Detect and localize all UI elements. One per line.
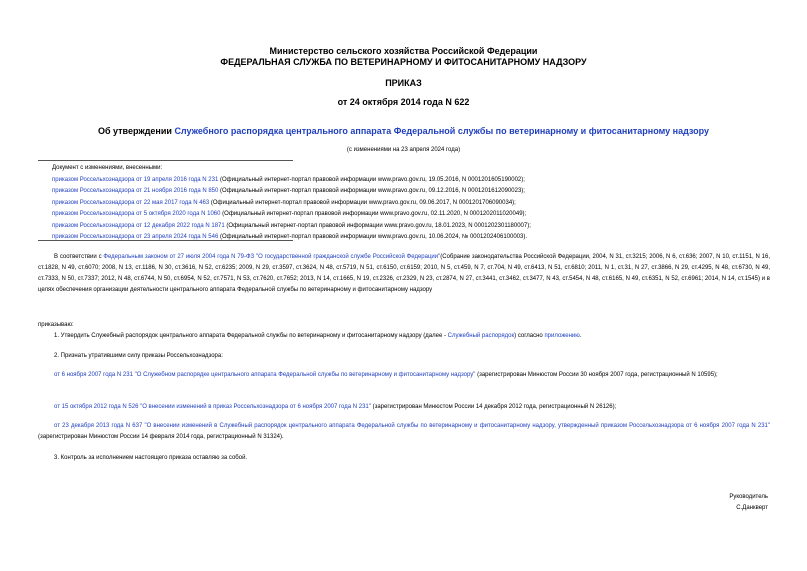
amendment-source: (Официальный интернет-портал правовой информации www.pravo.gov.ru, 02.11.2020, N 0001202011020049); xyxy=(220,211,527,217)
amendments-bottom-rule xyxy=(38,240,293,241)
preamble-text: В соответствии с xyxy=(54,254,104,260)
amendment-source: (Официальный интернет-портал правовой информации www.pravo.gov.ru, 19.05.2016, N 0001201605190002); xyxy=(218,176,525,183)
edition-note: (с изменениями на 23 апреля 2024 года) xyxy=(346,147,461,153)
ministry-name: Министерство сельского хозяйства Российской Федерации xyxy=(269,46,538,56)
order-word: приказываю: xyxy=(38,322,74,328)
repealed-order-link[interactable]: от 6 ноября 2007 года N 231 "О Служебном распорядке центрального аппарата Федеральной службы по ветеринарному и фитосанитарному надзору" xyxy=(54,372,476,378)
preamble-paragraph xyxy=(38,252,770,296)
preamble-text: (Собрание законодательства Российской Федерации, 2004, N 31, ст.3215; 2006, N 6, ст.636; 2007, N 10, ст.1151, N 16, ст.1828, N 49, ст.6070; 2008, N 13, ст.1186, N 30, ст.3616, N 52, ст.6235; 2009, N 29, ст.3597, ст.3624, N 48, ст.5719, N 51, ст.6150, ст.6159; 2010, N 5, ст.459, N 7, ст.704, N 49, ст.6413, N 51, ст.6810; 2011, N 1, ст.31, N 27, ст.3866, N 29, ст.4295, N 48, ст.6730, N 49, ст.7333, N 50, ст.7337; 2012, N 48, ст.6744, N 50, ст.6954, N 52, ст.7571, N 53, ст.7620, ст.7652; 2013, N 14, ст.1665, N 19, ст.2326, ст.2329, N 23, ст.2874, N 27, ст.3441, ст.3462, ст.3477, N 43, ст.5454, N 48, ст.6165, N 49, ст.6351, N 52, ст.6961; 2014, N 14, ст.1545) и в целях обеспечения организации деятельности центрального аппарата Федеральной службы по ветеринарному и фитосанитарному надзору xyxy=(38,254,771,293)
signer-name: С.Данкверт xyxy=(736,505,768,511)
amendment-item xyxy=(52,221,772,233)
repealed-order xyxy=(38,421,770,443)
repealed-order-text: (зарегистрирован Минюстом России 30 ноября 2007 года, регистрационный N 10595); xyxy=(475,372,718,378)
repealed-order xyxy=(38,370,770,381)
order-label: ПРИКАЗ xyxy=(385,78,422,88)
item-1-text: . xyxy=(579,333,582,339)
amendments-intro: Документ с изменениями, внесенными: xyxy=(52,165,163,171)
amendment-link[interactable]: приказом Россельхознадзора от 21 ноября 2016 года N 850 xyxy=(52,188,219,194)
item-1-text: ) согласно xyxy=(514,333,545,339)
amendment-link[interactable]: приказом Россельхознадзора от 12 декабря 2022 года N 1871 xyxy=(52,222,225,229)
federal-law-link[interactable]: Федеральным законом от 27 июля 2004 года N 79-ФЗ "О государственной гражданской службе Российской Федерации" xyxy=(103,254,441,260)
item-3: 3. Контроль за исполнением настоящего приказа оставляю за собой. xyxy=(54,455,248,461)
item-1-text: 1. Утвердить Служебный распорядок центрального аппарата Федеральной службы по ветеринарному и фитосанитарному надзору (далее - xyxy=(54,333,448,339)
service-name: ФЕДЕРАЛЬНАЯ СЛУЖБА ПО ВЕТЕРИНАРНОМУ И ФИТОСАНИТАРНОМУ НАДЗОРУ xyxy=(220,57,587,67)
amendments-list xyxy=(52,163,772,244)
amendment-link[interactable]: приказом Россельхознадзора от 23 апреля 2024 года N 546 xyxy=(52,234,219,240)
repealed-order-text: (зарегистрирован Минюстом России 14 февраля 2014 года, регистрационный N 31324). xyxy=(38,434,284,440)
amendment-item xyxy=(52,186,772,198)
amendment-source: (Официальный интернет-портал правовой информации www.pravo.gov.ru, 18.01.2023, N 0001202301180007); xyxy=(224,222,531,229)
signer-position: Руководитель xyxy=(729,494,768,500)
order-date-number: от 24 октября 2014 года N 622 xyxy=(337,97,470,107)
item-1 xyxy=(38,331,770,342)
amendment-source: (Официальный интернет-портал правовой информации www.pravo.gov.ru, 09.06.2017, N 0001201706090034); xyxy=(209,199,516,206)
title-link[interactable]: Служебного распорядка центрального аппарата Федеральной службы по ветеринарному и фитосанитарному надзору xyxy=(174,126,710,136)
repealed-order xyxy=(38,402,770,413)
amendment-item xyxy=(52,232,772,244)
appendix-link[interactable]: приложению xyxy=(544,333,580,339)
amendment-link[interactable]: приказом Россельхознадзора от 19 апреля 2016 года N 231 xyxy=(52,176,219,183)
service-schedule-link[interactable]: Служебный распорядок xyxy=(447,333,515,339)
amendment-item xyxy=(52,175,772,187)
amendment-link[interactable]: приказом Россельхознадзора от 5 октября 2020 года N 1060 xyxy=(52,211,221,217)
title-prefix: Об утверждении xyxy=(97,126,175,136)
repealed-order-text: (зарегистрирован Минюстом России 14 декабря 2012 года, регистрационный N 26126); xyxy=(370,404,617,410)
amendment-link[interactable]: приказом Россельхознадзора от 22 мая 2017 года N 463 xyxy=(52,199,210,206)
amendment-item xyxy=(52,209,772,221)
item-2: 2. Признать утратившими силу приказы Россельхознадзора: xyxy=(54,353,223,359)
repealed-order-link[interactable]: от 23 декабря 2013 года N 637 "О внесении изменений в Служебный распорядок центрального аппарата Федеральной службы по ветеринарному и фитосанитарному надзору, утвержденный приказом Россельхознадзора от 6 ноября 2007 года N 231" xyxy=(54,423,770,429)
amendments-top-rule xyxy=(38,160,293,161)
amendment-source: (Официальный интернет-портал правовой информации www.pravo.gov.ru, 10.06.2024, № 0001202406100003). xyxy=(218,234,528,240)
repealed-order-link[interactable]: от 15 октября 2012 года N 526 "О внесении изменений в приказ Россельхознадзора от 6 ноября 2007 года N 231" xyxy=(54,404,371,410)
signature-block xyxy=(729,492,768,514)
amendment-source: (Официальный интернет-портал правовой информации www.pravo.gov.ru, 09.12.2016, N 0001201612090023); xyxy=(218,188,525,194)
amendment-item xyxy=(52,198,772,210)
order-title xyxy=(0,126,807,136)
